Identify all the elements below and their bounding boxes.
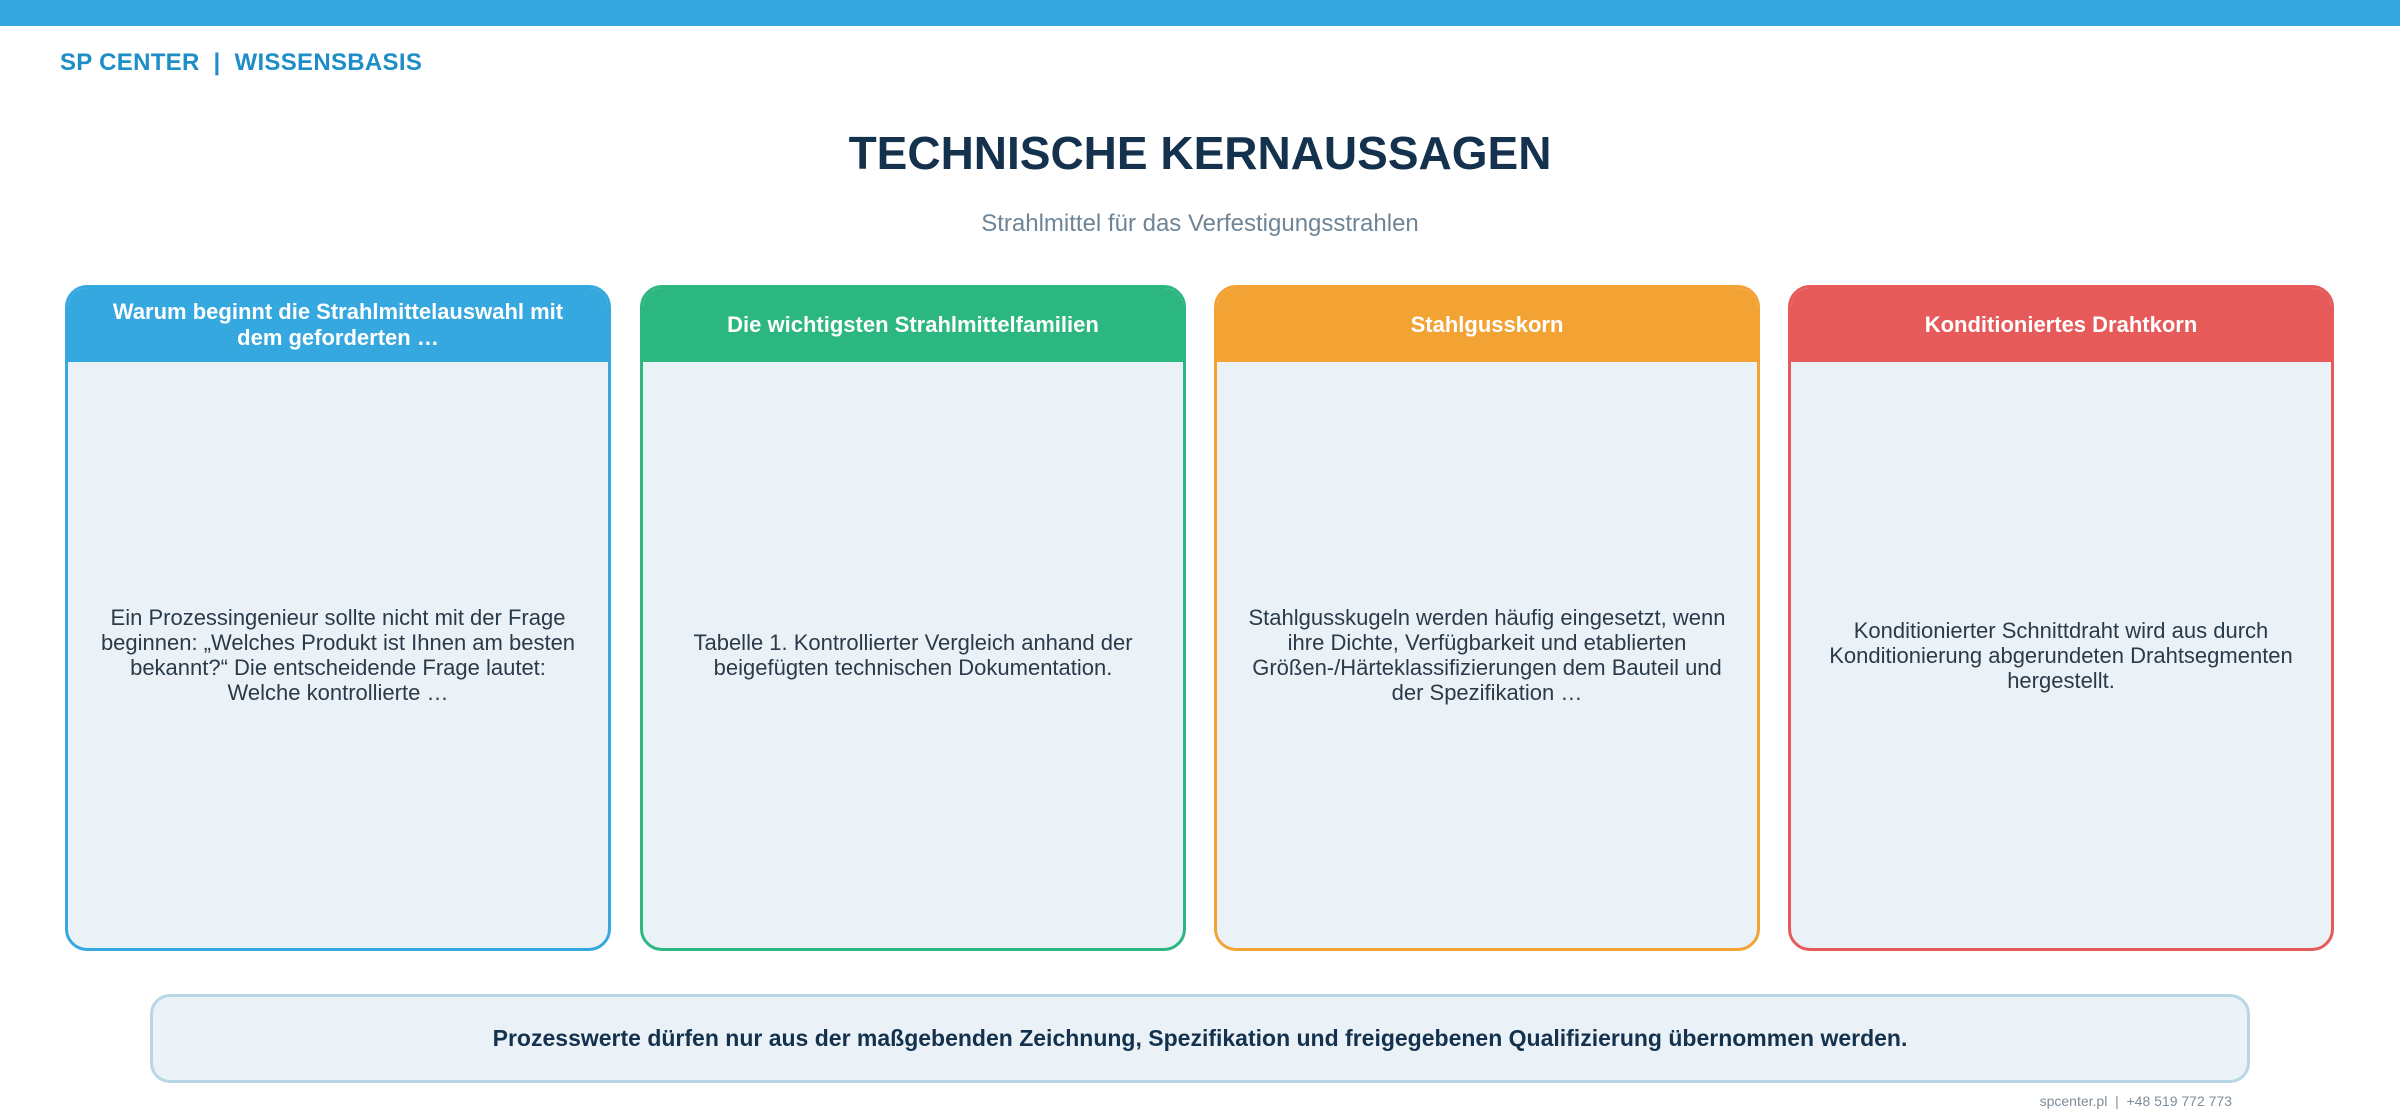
card-text: Konditionierter Schnittdraht wird aus durch Konditionierung abgerundeten Drahtsegmenten hergestellt.: [1829, 617, 2293, 693]
card-title: Stahlgusskorn: [1217, 288, 1757, 362]
page-subtitle: Strahlmittel für das Verfestigungsstrahlen: [981, 210, 1419, 237]
card-text: Ein Prozessingenieur sollte nicht mit der Frage beginnen: „Welches Produkt ist Ihnen am besten bekannt?“ Die entscheidende Frage lautet: Welche kontrollierte …: [100, 605, 576, 705]
card-text: Stahlgusskugeln werden häufig eingesetzt, wenn ihre Dichte, Verfügbarkeit und etablierten Größen-/Härteklassifizierungen dem Bauteil und der Spezifikation …: [1248, 605, 1726, 705]
card-title: Die wichtigsten Strahlmittelfamilien: [643, 288, 1183, 362]
card-title: Konditioniertes Drahtkorn: [1791, 288, 2331, 362]
footer-contact: spcenter.pl | +48 519 772 773: [2039, 1093, 2232, 1109]
process-note: Prozesswerte dürfen nur aus der maßgebenden Zeichnung, Spezifikation und freigegebenen Qualifizierung übernommen werden.: [150, 994, 2250, 1083]
card-stahlgusskorn: [1214, 285, 1760, 951]
card-drahtkorn: [1788, 285, 2334, 951]
card-strahlmittelfamilien: [640, 285, 1186, 951]
brand-label: SP CENTER | WISSENSBASIS: [60, 49, 423, 76]
page-title: TECHNISCHE KERNAUSSAGEN: [848, 127, 1552, 179]
top-accent-bar: [0, 0, 2400, 26]
card-text: Tabelle 1. Kontrollierter Vergleich anhand der beigefügten technischen Dokumentation.: [693, 630, 1133, 680]
card-title: Warum beginnt die Strahlmittelauswahl mit dem geforderten …: [68, 288, 608, 362]
card-strahlmittelauswahl: [65, 285, 611, 951]
